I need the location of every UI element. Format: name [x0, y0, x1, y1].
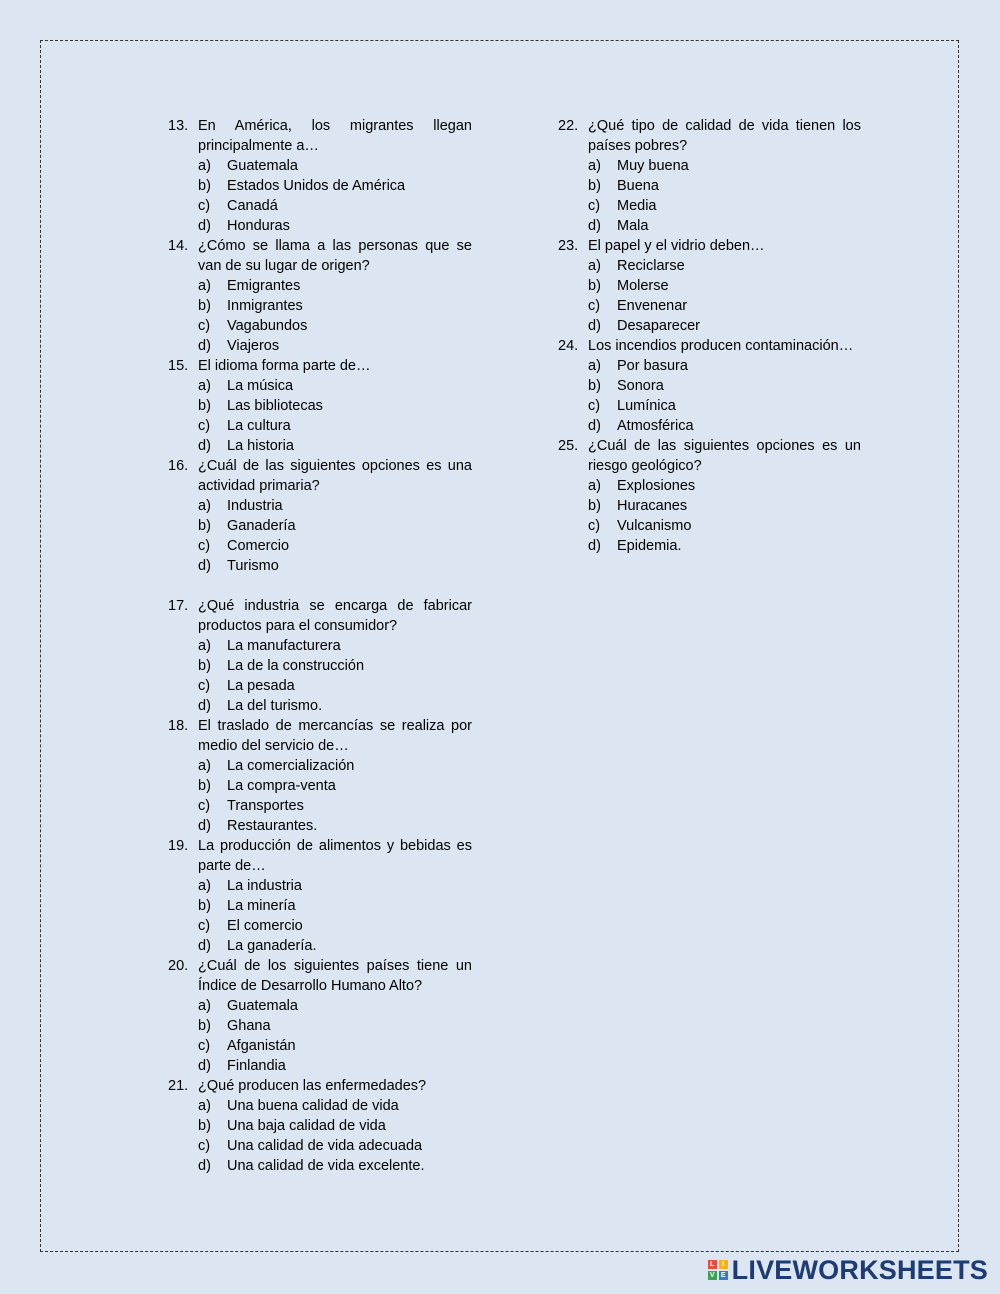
answer-option[interactable] [198, 636, 472, 656]
logo-letter: I [719, 1260, 728, 1269]
option-label: Atmosférica [617, 418, 694, 434]
question [168, 116, 472, 236]
answer-option[interactable] [198, 1056, 472, 1076]
question-number: 16. [168, 458, 189, 474]
option-label: Reciclarse [617, 258, 685, 274]
option-letter: b) [588, 278, 601, 294]
option-letter: a) [198, 278, 211, 294]
answer-option[interactable] [198, 756, 472, 776]
option-letter: c) [198, 318, 211, 334]
answer-option[interactable] [198, 316, 472, 336]
option-label: Afganistán [227, 1038, 296, 1054]
answer-option[interactable] [588, 536, 861, 556]
question-number: 18. [168, 718, 189, 734]
option-label: La compra-venta [227, 778, 336, 794]
answer-option[interactable] [198, 216, 472, 236]
answer-option[interactable] [198, 1156, 472, 1176]
option-label: Vagabundos [227, 318, 308, 334]
option-label: La minería [227, 898, 296, 914]
answer-option[interactable] [588, 316, 861, 336]
question-number: 23. [558, 238, 579, 254]
option-letter: b) [588, 178, 601, 194]
option-label: Una baja calidad de vida [227, 1118, 386, 1134]
answer-option[interactable] [588, 256, 861, 276]
option-letter: c) [198, 538, 211, 554]
answer-option[interactable] [588, 376, 861, 396]
option-label: Lumínica [617, 398, 676, 414]
question-text: El idioma forma parte de… [198, 358, 371, 374]
answer-option[interactable] [198, 796, 472, 816]
option-label: Buena [617, 178, 659, 194]
option-letter: b) [198, 1018, 211, 1034]
answer-option[interactable] [198, 896, 472, 916]
option-letter: d) [198, 438, 211, 454]
question-number: 14. [168, 238, 189, 254]
option-label: La música [227, 378, 294, 394]
question-text: Los incendios producen contaminación… [588, 338, 854, 354]
brand-name: LIVEWORKSHEETS [731, 1254, 988, 1285]
answer-option[interactable] [588, 516, 861, 536]
option-label: Restaurantes. [227, 818, 318, 834]
answer-option[interactable] [198, 536, 472, 556]
option-letter: c) [198, 418, 211, 434]
question-number: 21. [168, 1078, 189, 1094]
answer-option[interactable] [198, 516, 472, 536]
option-label: El comercio [227, 918, 303, 934]
answer-option[interactable] [198, 276, 472, 296]
question-text: El traslado de mercancías se realiza por medio del servicio de… [198, 718, 472, 754]
answer-option[interactable] [198, 156, 472, 176]
question-text: El papel y el vidrio deben… [588, 238, 765, 254]
option-letter: a) [198, 638, 211, 654]
question [168, 956, 472, 1076]
question [168, 356, 472, 456]
question-number: 13. [168, 118, 189, 134]
question [168, 836, 472, 956]
option-letter: b) [198, 178, 211, 194]
answer-option[interactable] [588, 196, 861, 216]
option-label: Inmigrantes [227, 298, 303, 314]
answer-option[interactable] [198, 996, 472, 1016]
answer-option[interactable] [198, 1036, 472, 1056]
option-letter: b) [198, 298, 211, 314]
answer-option[interactable] [198, 496, 472, 516]
option-label: La pesada [227, 678, 295, 694]
question [168, 456, 472, 576]
option-label: Comercio [227, 538, 290, 554]
option-label: Desaparecer [617, 318, 701, 334]
option-letter: d) [198, 338, 211, 354]
answer-option[interactable] [198, 556, 472, 576]
option-label: Guatemala [227, 158, 298, 174]
option-label: Turismo [227, 558, 279, 574]
answer-option[interactable] [588, 216, 861, 236]
answer-option[interactable] [198, 1016, 472, 1036]
option-letter: d) [198, 558, 211, 574]
question [168, 596, 472, 716]
option-letter: d) [198, 218, 211, 234]
answer-option[interactable] [588, 396, 861, 416]
question-number: 24. [558, 338, 579, 354]
option-letter: c) [198, 798, 211, 814]
answer-option[interactable] [588, 176, 861, 196]
option-label: Muy buena [617, 158, 689, 174]
option-letter: d) [588, 218, 601, 234]
option-letter: a) [588, 358, 601, 374]
answer-option[interactable] [198, 416, 472, 436]
option-label: La historia [227, 438, 294, 454]
option-letter: a) [588, 258, 601, 274]
option-label: Viajeros [227, 338, 280, 354]
option-label: Epidemia. [617, 538, 682, 554]
option-label: Guatemala [227, 998, 298, 1014]
option-letter: a) [198, 498, 211, 514]
option-letter: d) [588, 318, 601, 334]
option-letter: a) [198, 998, 211, 1014]
option-label: La manufacturera [227, 638, 341, 654]
logo-letter: L [708, 1260, 717, 1269]
answer-option[interactable] [198, 1116, 472, 1136]
option-label: Huracanes [617, 498, 688, 514]
option-letter: c) [588, 398, 601, 414]
option-label: Canadá [227, 198, 278, 214]
question [558, 236, 861, 336]
right-question-column [558, 116, 861, 556]
answer-option[interactable] [198, 376, 472, 396]
option-letter: c) [588, 298, 601, 314]
answer-option[interactable] [198, 396, 472, 416]
option-label: Ganadería [227, 518, 296, 534]
option-label: Una calidad de vida adecuada [227, 1138, 423, 1154]
option-letter: b) [198, 398, 211, 414]
option-label: Por basura [617, 358, 688, 374]
answer-option[interactable] [198, 1136, 472, 1156]
option-label: Vulcanismo [617, 518, 692, 534]
option-letter: a) [198, 1098, 211, 1114]
logo-letter: E [719, 1271, 728, 1280]
question-text: En América, los migrantes llegan principalmente a… [198, 118, 472, 154]
option-letter: a) [198, 158, 211, 174]
left-question-column [168, 116, 472, 1176]
option-letter: a) [198, 758, 211, 774]
option-letter: c) [588, 198, 601, 214]
option-letter: b) [198, 658, 211, 674]
option-label: Envenenar [617, 298, 688, 314]
answer-option[interactable] [588, 156, 861, 176]
answer-option[interactable] [198, 876, 472, 896]
option-label: La comercialización [227, 758, 355, 774]
question-number: 19. [168, 838, 189, 854]
question-text: ¿Cuál de las siguientes opciones es una actividad primaria? [198, 458, 472, 494]
logo-icon [708, 1260, 728, 1280]
option-letter: b) [198, 778, 211, 794]
option-letter: d) [198, 818, 211, 834]
answer-option[interactable] [198, 336, 472, 356]
option-letter: d) [198, 1058, 211, 1074]
option-letter: a) [198, 378, 211, 394]
option-label: Emigrantes [227, 278, 301, 294]
answer-option[interactable] [198, 176, 472, 196]
option-label: Industria [227, 498, 283, 514]
liveworksheets-logo [708, 1256, 988, 1284]
option-letter: d) [198, 938, 211, 954]
answer-option[interactable] [198, 936, 472, 956]
question-number: 17. [168, 598, 189, 614]
answer-option[interactable] [588, 416, 861, 436]
option-label: Sonora [617, 378, 664, 394]
answer-option[interactable] [198, 196, 472, 216]
option-letter: b) [588, 378, 601, 394]
question [558, 336, 861, 436]
option-label: Honduras [227, 218, 290, 234]
option-label: Transportes [227, 798, 304, 814]
question-number: 25. [558, 438, 579, 454]
option-label: Estados Unidos de América [227, 178, 406, 194]
option-label: Molerse [617, 278, 669, 294]
question-text: ¿Qué tipo de calidad de vida tienen los países pobres? [588, 118, 861, 154]
option-label: Mala [617, 218, 649, 234]
answer-option[interactable] [588, 476, 861, 496]
option-label: La cultura [227, 418, 291, 434]
question-text: ¿Cuál de los siguientes países tiene un Índice de Desarrollo Humano Alto? [198, 958, 472, 994]
option-letter: c) [198, 198, 211, 214]
option-letter: b) [198, 898, 211, 914]
option-label: La ganadería. [227, 938, 317, 954]
option-label: Media [617, 198, 657, 214]
option-label: La industria [227, 878, 302, 894]
question [558, 436, 861, 556]
answer-option[interactable] [588, 496, 861, 516]
question-text: ¿Qué producen las enfermedades? [198, 1078, 427, 1094]
option-label: Explosiones [617, 478, 696, 494]
question-text: ¿Qué industria se encarga de fabricar productos para el consumidor? [198, 598, 472, 634]
answer-option[interactable] [198, 916, 472, 936]
question [558, 116, 861, 236]
answer-option[interactable] [198, 676, 472, 696]
option-letter: a) [198, 878, 211, 894]
question-number: 20. [168, 958, 189, 974]
question-number: 15. [168, 358, 189, 374]
answer-option[interactable] [198, 1096, 472, 1116]
option-letter: d) [588, 538, 601, 554]
option-letter: c) [198, 678, 211, 694]
answer-option[interactable] [588, 296, 861, 316]
option-letter: d) [198, 698, 211, 714]
option-label: Una calidad de vida excelente. [227, 1158, 425, 1174]
answer-option[interactable] [198, 696, 472, 716]
option-label: Ghana [227, 1018, 271, 1034]
option-letter: a) [588, 478, 601, 494]
question-number: 22. [558, 118, 579, 134]
option-letter: b) [198, 518, 211, 534]
option-label: La de la construcción [227, 658, 365, 674]
option-letter: b) [588, 498, 601, 514]
option-letter: c) [198, 1038, 211, 1054]
option-label: La del turismo. [227, 698, 323, 714]
option-letter: c) [588, 518, 601, 534]
answer-option[interactable] [198, 656, 472, 676]
answer-option[interactable] [198, 776, 472, 796]
question [168, 236, 472, 356]
question [168, 1076, 472, 1176]
question-text: ¿Cómo se llama a las personas que se van de su lugar de origen? [198, 238, 472, 274]
answer-option[interactable] [588, 276, 861, 296]
answer-option[interactable] [198, 296, 472, 316]
answer-option[interactable] [198, 816, 472, 836]
question [168, 716, 472, 836]
option-label: Las bibliotecas [227, 398, 323, 414]
question-text: La producción de alimentos y bebidas es parte de… [198, 838, 472, 874]
option-letter: d) [198, 1158, 211, 1174]
option-letter: c) [198, 918, 211, 934]
answer-option[interactable] [198, 436, 472, 456]
answer-option[interactable] [588, 356, 861, 376]
option-letter: a) [588, 158, 601, 174]
option-label: Una buena calidad de vida [227, 1098, 399, 1114]
option-label: Finlandia [227, 1058, 286, 1074]
option-letter: b) [198, 1118, 211, 1134]
question-text: ¿Cuál de las siguientes opciones es un riesgo geológico? [588, 438, 861, 474]
logo-letter: V [708, 1271, 717, 1280]
option-letter: d) [588, 418, 601, 434]
option-letter: c) [198, 1138, 211, 1154]
